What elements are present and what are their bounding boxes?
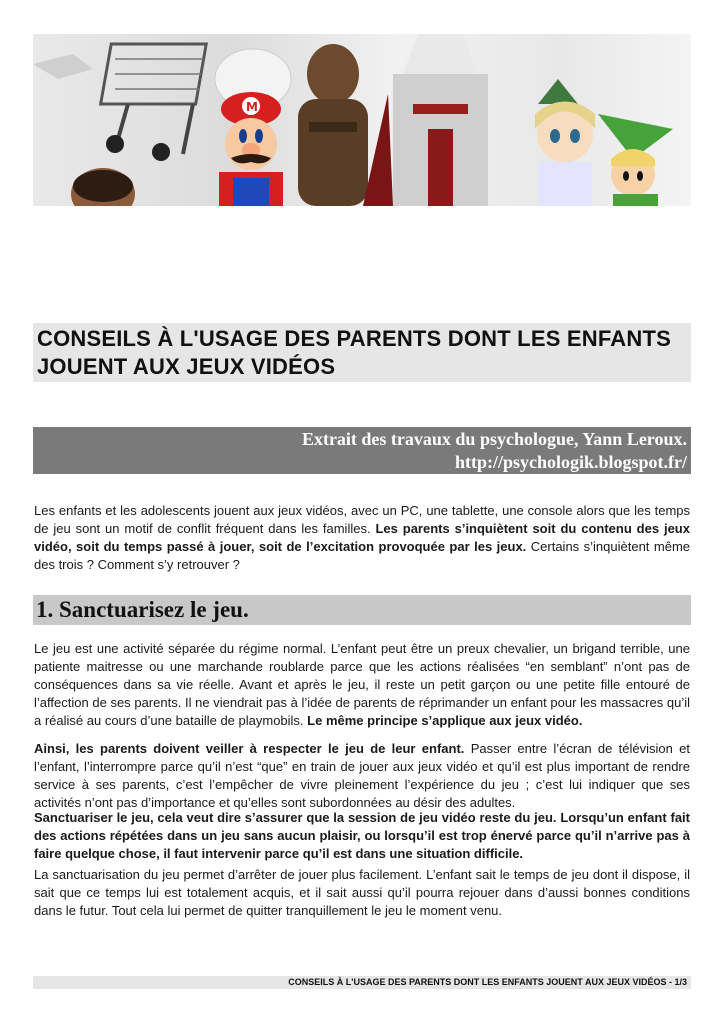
document-title-box — [33, 323, 691, 382]
header-banner-image — [33, 34, 691, 206]
zelda-character-shape — [535, 79, 595, 206]
paragraph-2-bold: Ainsi, les parents doivent veiller à respecter le jeu de leur enfant. — [34, 741, 465, 756]
mario-character-shape — [219, 92, 283, 206]
svg-text:M: M — [246, 100, 258, 114]
paragraph-2-text: Passer entre l’écran de télévision et l’enfant, l’interrompre parce qu’il n’est “que” en train de jouer aux jeux vidéo et qu’il est plus important de rendre service à ses parents, c’est l’empêcher de vivre pleinement l’expérience du jeu ; c’est lui indiquer que ses activités n’ont pas d’importance et qu’elles sont subordonnées au désir des adultes. — [34, 741, 691, 810]
section-paragraph-4 — [34, 866, 690, 920]
credit-box — [33, 427, 691, 474]
section-heading-box — [33, 595, 691, 625]
assassin-character-shape — [363, 34, 488, 206]
warrior-character-shape — [298, 44, 368, 206]
document-title: CONSEILS À L'USAGE DES PARENTS DONT LES ENFANTS JOUENT AUX JEUX VIDÉOS — [37, 326, 671, 379]
paragraph-3-bold: Sanctuariser le jeu, cela veut dire s’assurer que la session de jeu vidéo reste du jeu. Lorsqu’un enfant fait des actions répétées dans un jeu sans aucun plaisir, ou lorsqu’il est trop énervé parce qu’il n’arrive pas à faire quelque chose, il faut intervenir parce qu’il est dans une situation difficile. — [34, 810, 690, 861]
paragraph-1-bold: Le même principe s’applique aux jeux vidéo. — [307, 713, 583, 728]
intro-text-before: Les enfants et les adolescents jouent aux jeux vidéos, avec un PC, une tablette, une console alors que les temps de jeu sont un motif de conflit fréquent dans les familles. — [34, 503, 690, 536]
credit-author: Extrait des travaux du psychologue, Yann Leroux. — [301, 429, 687, 449]
plane-shape — [33, 54, 93, 79]
section-title: 1. Sanctuarisez le jeu. — [36, 597, 249, 622]
intro-bold: Les parents s’inquiètent soit du contenu des jeux vidéo, soit du temps passé à jouer, soit de l’excitation provoquée par les jeux. — [34, 521, 690, 554]
intro-paragraph — [34, 502, 690, 574]
link-character-shape — [598, 114, 673, 206]
intro-text-after: Certains s’inquiètent même des trois ? Comment s’y retrouver ? — [34, 539, 690, 572]
section-paragraph-1 — [34, 640, 690, 730]
shopping-cart-shape — [101, 44, 207, 161]
credit-url: http://psychologik.blogspot.fr/ — [454, 452, 687, 472]
page-footer — [33, 976, 691, 989]
paragraph-4-text: La sanctuarisation du jeu permet d’arrêter de jouer plus facilement. L’enfant sait le temps de jeu dont il dispose, il sait que ce temps lui est totalement acquis, et il sait aussi qu’il pourra rejouer dans d’aussi bonnes conditions dans le futur. Tout cela lui permet de quitter tranquillement le jeu le moment venu. — [34, 867, 690, 918]
boy-character-shape — [71, 168, 135, 206]
section-paragraph-3 — [34, 809, 690, 863]
footer-text: CONSEILS À L'USAGE DES PARENTS DONT LES ENFANTS JOUENT AUX JEUX VIDÉOS - 1/3 — [288, 977, 687, 987]
paragraph-1-text: Le jeu est une activité séparée du régime normal. L’enfant peut être un preux chevalier, un brigand terrible, une patiente maitresse ou une marchande roublarde parce que les actions réalisées “en semblant” n’ont pas de conséquences dans sa vie réelle. Avant et après le jeu, il reste un petit garçon ou une petite fille entouré de l’affection de ses parents. Il ne viendrait pas à l’idée de parents de réprimander un enfant pour les massacres qu’il a réalisé au cours d’une bataille de playmobils. — [34, 641, 690, 728]
section-paragraph-2 — [34, 740, 690, 812]
video-game-characters-illustration — [33, 34, 691, 206]
